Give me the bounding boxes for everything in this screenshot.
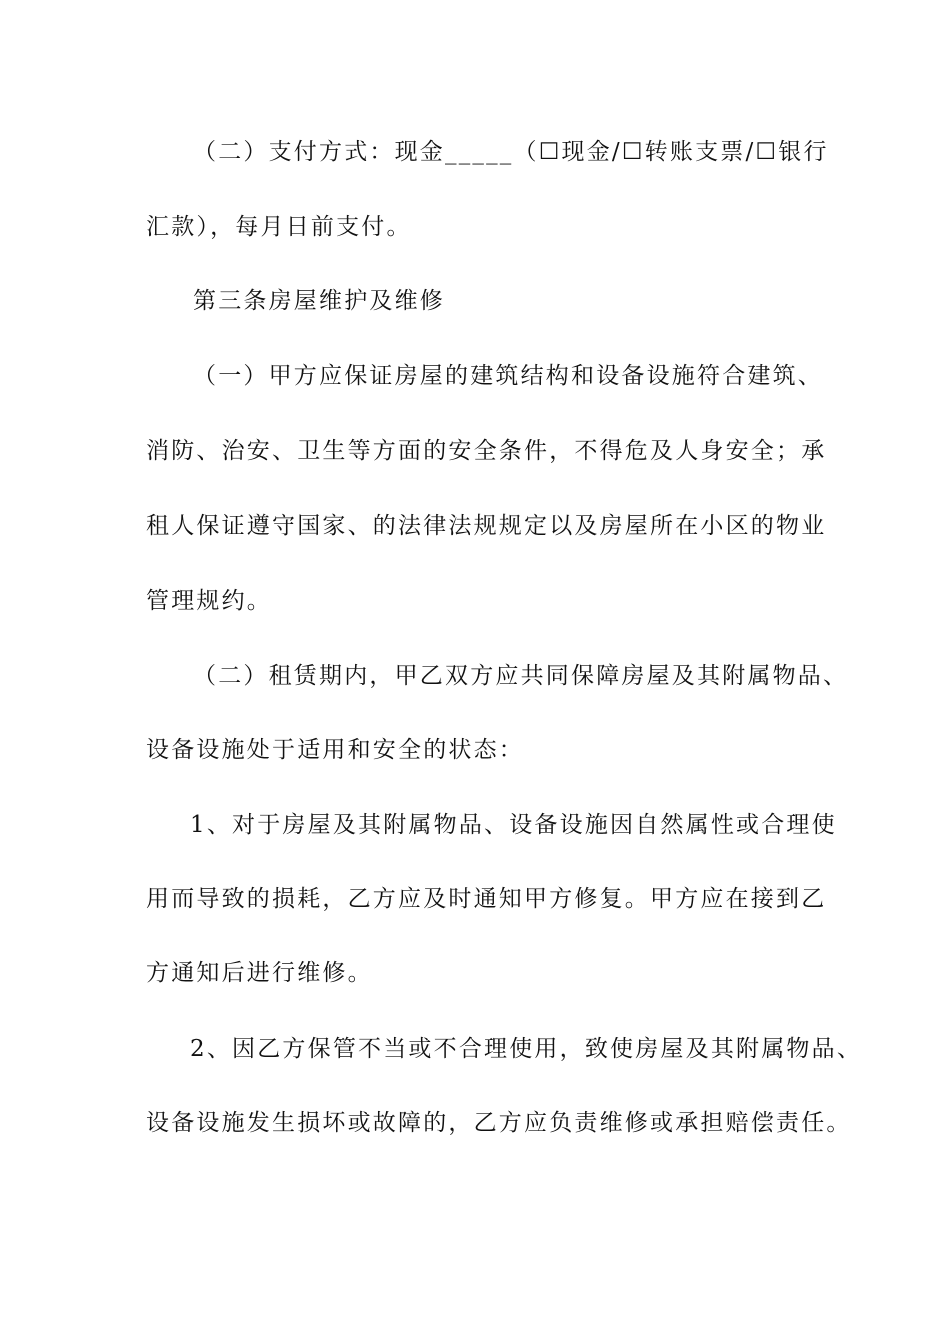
payment-method-line-1: （二）支付方式：现金_____（☐现金/☐转账支票/☐银行 [193,139,829,165]
article-3-heading: 第三条房屋维护及维修 [193,288,445,314]
payment-method-line-2: 汇款），每月日前支付。 [146,214,412,240]
item-1-line-1: 1、对于房屋及其附属物品、设备设施因自然属性或合理使 [190,812,837,838]
item-2-line-2: 设备设施发生损坏或故障的，乙方应负责维修或承担赔偿责任。 [146,1110,852,1136]
clause-1-line-1: （一）甲方应保证房屋的建筑结构和设备设施符合建筑、 [193,363,823,389]
item-1-line-3: 方通知后进行维修。 [146,960,373,986]
clause-2-line-1: （二）租赁期内，甲乙双方应共同保障房屋及其附属物品、 [193,663,849,689]
clause-1-line-4: 管理规约。 [146,588,272,614]
item-2-line-1: 2、因乙方保管不当或不合理使用，致使房屋及其附属物品、 [190,1036,863,1062]
clause-2-line-2: 设备设施处于适用和安全的状态： [146,737,524,763]
item-1-line-2: 用而导致的损耗，乙方应及时通知甲方修复。甲方应在接到乙 [146,886,827,912]
clause-1-line-2: 消防、治安、卫生等方面的安全条件，不得危及人身安全；承 [146,438,827,464]
clause-1-line-3: 租人保证遵守国家、的法律法规规定以及房屋所在小区的物业 [146,513,827,539]
